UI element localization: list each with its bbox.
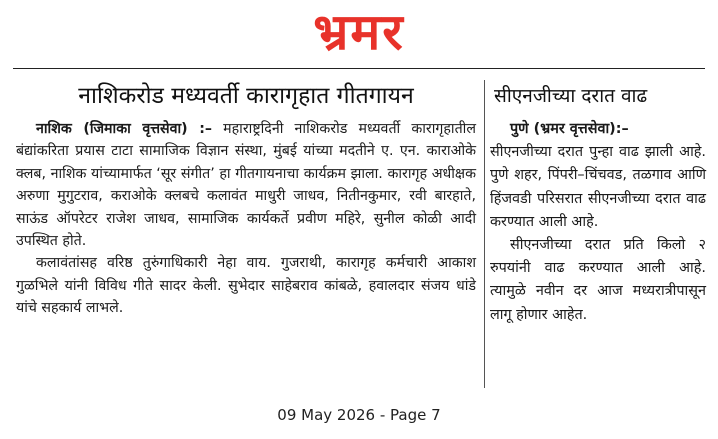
left-article — [16, 80, 476, 320]
newspaper-logo: भ्रमर — [313, 3, 405, 61]
right-article — [490, 80, 706, 327]
column-divider — [484, 80, 485, 388]
right-article-para-1-text: सीएनजीच्या दरात पुन्हा वाढ झाली आहे. पुणे शहर, पिंपरी–चिंचवड, तळगाव आणि हिंजवडी परिसरात सीएनजीच्या दरात वाढ करण्यात आली आहे. — [490, 144, 706, 230]
right-article-para-1 — [490, 118, 706, 234]
masthead-rule — [13, 68, 705, 69]
masthead — [0, 0, 718, 66]
right-article-headline: सीएनजीच्या दरात वाढ — [494, 85, 648, 107]
left-article-para-2-text: कलावंतांसह वरिष्ठ तुरुंगाधिकारी नेहा वाय. गुजराथी, कारागृह कर्मचारी आकाश गुळभिले यांनी विविध गीते सादर केली. सुभेदार साहेबराव कांबळे, हवालदार संजय धांडे यांचे सहकार्य लाभले. — [16, 255, 476, 317]
left-article-para-1-text: महाराष्ट्रदिनी नाशिकरोड मध्यवर्ती कारागृहातील बंद्यांकरिता प्रयास टाटा सामाजिक विज्ञान संस्था, मुंबई यांच्या मदतीने ए. एन. काराओके क्लब, नाशिक यांच्यामार्फत ‘सूर संगीत’ हा गीतगायनाचा कार्यक्रम झाला. कारागृह अधीक्षक अरुणा मुगुटराव, कराओके क्लबचे कलावंत माधुरी जाधव, नितीनकुमार, रवी बारहाते, साऊंड ऑपरेटर राजेश जाधव, सामाजिक कार्यकर्ते प्रवीण महिरे, सुनील कोळी आदी उपस्थित होते. — [16, 121, 476, 250]
left-article-para-1 — [16, 118, 476, 252]
left-article-dateline: नाशिक (जिमाका वृत्तसेवा) :– — [36, 121, 213, 137]
left-article-para-2 — [16, 252, 476, 319]
right-article-dateline: पुणे (भ्रमर वृत्तसेवा):– — [510, 121, 629, 137]
left-article-headline: नाशिकरोड मध्यवर्ती कारागृहात गीतगायन — [78, 83, 414, 109]
page-footer: 09 May 2026 - Page 7 — [277, 406, 441, 424]
right-article-para-2-text: सीएनजीच्या दरात प्रति किलो २ रुपयांनी वाढ करण्यात आली आहे. त्यामुळे नवीन दर आज मध्यरात्रीपासून लागू होणार आहेत. — [490, 237, 706, 323]
right-article-para-2 — [490, 234, 706, 327]
